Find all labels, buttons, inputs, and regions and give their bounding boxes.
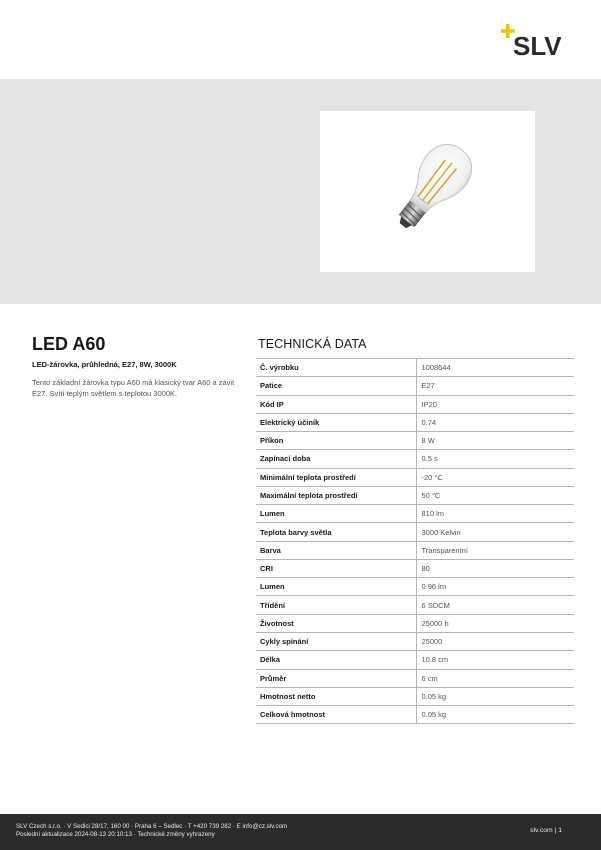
product-image <box>320 111 535 272</box>
spec-row <box>256 468 574 486</box>
spec-label: Zapínací doba <box>256 450 416 468</box>
spec-row <box>256 523 574 541</box>
spec-row <box>256 559 574 577</box>
spec-label: Průměr <box>256 669 416 687</box>
spec-value: 1008644 <box>416 359 574 377</box>
product-description: Tento základní žárovka typu A60 má klasický tvar A60 a závit E27. Svítí teplým světlem s teplotou 3000K. <box>32 378 235 398</box>
spec-value: 810 lm <box>416 505 574 523</box>
footer-company-info: SLV Czech s.r.o. · V Sedlci 28/17, 160 00 · Praha 6 – Sedlec · T +420 739 282 · E info@cz.slv.com <box>16 823 288 830</box>
spec-label: Hmotnost netto <box>256 687 416 705</box>
spec-label: Č. výrobku <box>256 359 416 377</box>
spec-label: Cykly spínání <box>256 632 416 650</box>
logo-text: SLV <box>513 31 562 58</box>
product-title: LED A60 <box>32 334 106 354</box>
spec-value: IP20 <box>416 395 574 413</box>
spec-value: 25000 h <box>416 614 574 632</box>
spec-value: E27 <box>416 377 574 395</box>
spec-label: Třídění <box>256 596 416 614</box>
spec-row <box>256 377 574 395</box>
spec-label: CRI <box>256 559 416 577</box>
spec-value: 50 °C <box>416 486 574 504</box>
spec-row <box>256 395 574 413</box>
spec-row <box>256 651 574 669</box>
spec-row <box>256 450 574 468</box>
spec-value: 6 SDCM <box>416 596 574 614</box>
spec-row <box>256 486 574 504</box>
spec-value: 8 W <box>416 432 574 450</box>
spec-row <box>256 632 574 650</box>
spec-value: 0.05 kg <box>416 706 574 724</box>
spec-value: 25000 <box>416 632 574 650</box>
technical-data-table <box>256 358 574 724</box>
spec-row <box>256 578 574 596</box>
footer-page-number: slv.com | 1 <box>530 827 562 834</box>
spec-value: 0.96 lm <box>416 578 574 596</box>
spec-label: Lumen <box>256 578 416 596</box>
spec-value: 0.74 <box>416 413 574 431</box>
spec-row <box>256 432 574 450</box>
technical-data-heading: TECHNICKÁ DATA <box>258 337 367 351</box>
spec-label: Lumen <box>256 505 416 523</box>
spec-value: 0.5 s <box>416 450 574 468</box>
spec-label: Barva <box>256 541 416 559</box>
spec-label: Teplota barvy světla <box>256 523 416 541</box>
slv-logo-icon <box>500 24 576 58</box>
spec-label: Patice <box>256 377 416 395</box>
slv-logo <box>500 24 576 58</box>
spec-row <box>256 541 574 559</box>
spec-row <box>256 505 574 523</box>
spec-label: Délka <box>256 651 416 669</box>
spec-value: 0.05 kg <box>416 687 574 705</box>
spec-value: -20 °C <box>416 468 574 486</box>
footer-last-update: Poslední aktualizace 2024-08-13 20:10:13 · Technické změny vyhrazeny <box>16 831 215 838</box>
spec-value: 10.8 cm <box>416 651 574 669</box>
spec-value: 3000 Kelvin <box>416 523 574 541</box>
spec-value: 80 <box>416 559 574 577</box>
footer <box>0 814 601 850</box>
spec-label: Příkon <box>256 432 416 450</box>
spec-label: Celková hmotnost <box>256 706 416 724</box>
spec-label: Minimální teplota prostředí <box>256 468 416 486</box>
spec-row <box>256 614 574 632</box>
spec-label: Maximální teplota prostředí <box>256 486 416 504</box>
spec-label: Elektrický účiník <box>256 413 416 431</box>
spec-label: Kód IP <box>256 395 416 413</box>
spec-value: 6 cm <box>416 669 574 687</box>
spec-row <box>256 669 574 687</box>
spec-row <box>256 359 574 377</box>
spec-row <box>256 413 574 431</box>
spec-row <box>256 596 574 614</box>
technical-data-body <box>256 359 574 724</box>
spec-label: Životnost <box>256 614 416 632</box>
spec-row <box>256 706 574 724</box>
spec-value: Transparentní <box>416 541 574 559</box>
product-subtitle: LED-žárovka, průhledná, E27, 8W, 3000K <box>32 360 177 369</box>
led-bulb-icon <box>320 111 535 272</box>
spec-row <box>256 687 574 705</box>
